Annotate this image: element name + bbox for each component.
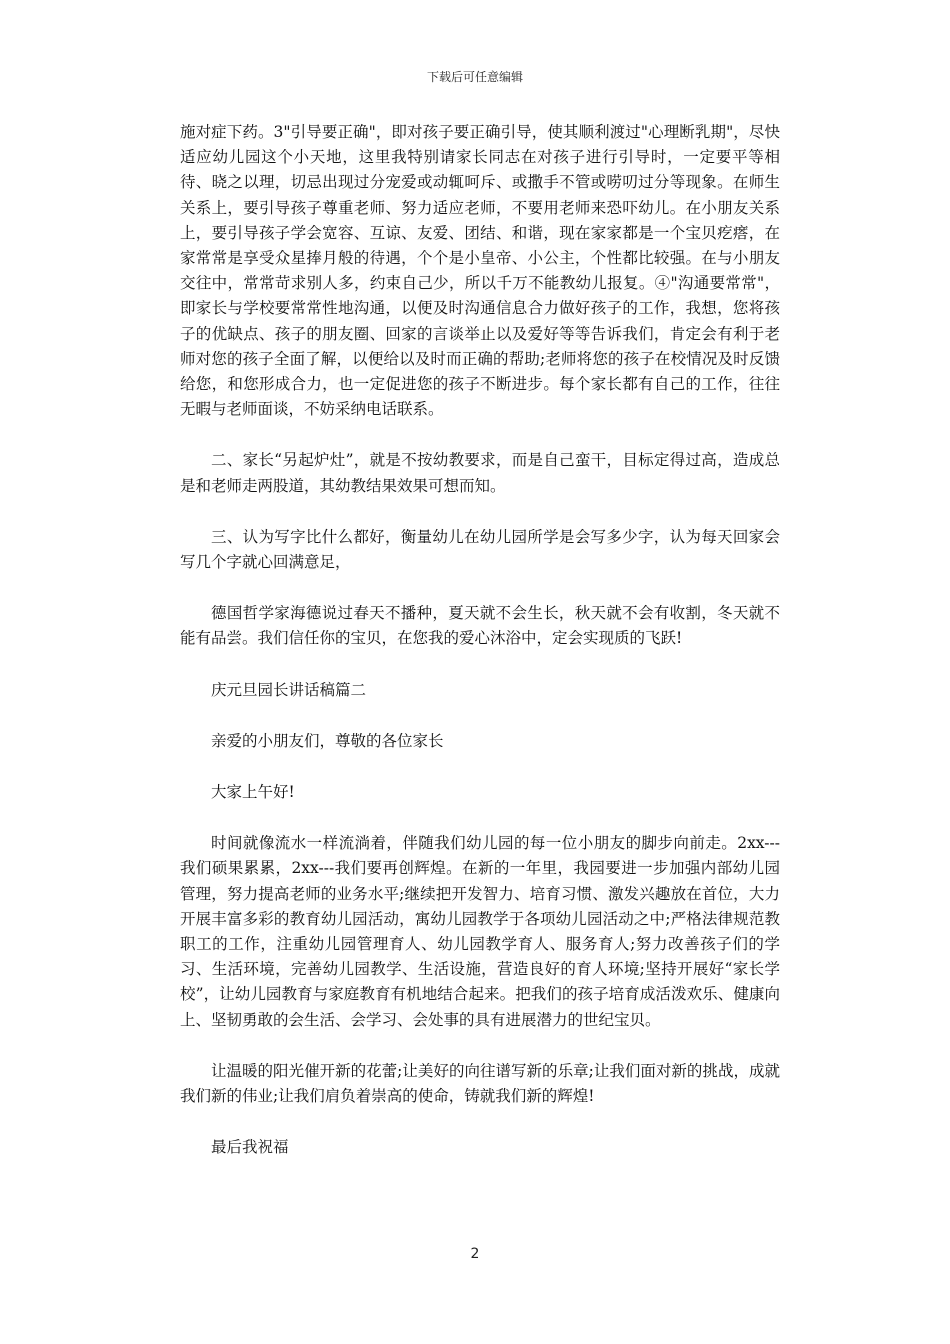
paragraph-speech-closing: 让温暖的阳光催开新的花蕾;让美好的向往谱写新的乐章;让我们面对新的挑战，成就我们新的伟业;让我们肩负着崇高的使命，铸就我们新的辉煌! xyxy=(180,1061,780,1106)
paragraph-continuation: 施对症下药。3"引导要正确"，即对孩子要正确引导，使其顺利渡过"心理断乳期"，尽快适应幼儿园这个小天地，这里我特别请家长同志在对孩子进行引导时，一定要平等相待、晓之以理，切忌出现过分宠爱或动辄呵斥、或撒手不管或唠叨过分等现象。在师生关系上，要引导孩子尊重老师、努力适应老师，不要用老师来恐吓幼儿。在小朋友关系上，要引导孩子学会宽容、互谅、友爱、团结、和谐，现在家家都是一个宝贝疙瘩，在家常常是享受众星捧月般的待遇，个个是小皇帝、小公主，个性都比较强。在与小朋友交往中，常常苛求别人多，约束自己少，所以千万不能教幼儿报复。④"沟通要常常"，即家长与学校要常常性地沟通，以便及时沟通信息合力做好孩子的工作，我想，您将孩子的优缺点、孩子的朋友圈、回家的言谈举止以及爱好等等告诉我们，肯定会有利于老师对您的孩子全面了解，以便给以及时而正确的帮助;老师将您的孩子在校情况及时反馈给您，和您形成合力，也一定促进您的孩子不断进步。每个家长都有自己的工作，往往无暇与老师面谈，不妨采纳电话联系。 xyxy=(180,123,780,419)
page-header: 下载后可任意编辑 xyxy=(426,70,523,84)
paragraph-speech-body: 时间就像流水一样流淌着，伴随我们幼儿园的每一位小朋友的脚步向前走。2xx---我们硕果累累，2xx---我们要再创辉煌。在新的一年里，我园要进一步加强内部幼儿园管理，努力提高老师的业务水平;继续把开发智力、培育习惯、激发兴趣放在首位，大力开展丰富多彩的教育幼儿园活动，寓幼儿园教学于各项幼儿园活动之中;严格法律规范教职工的工作，注重幼儿园管理育人、幼儿园教学育人、服务育人;努力改善孩子们的学习、生活环境，完善幼儿园教学、生活设施，营造良好的育人环境;坚持开展好“家长学校”，让幼儿园教育与家庭教育有机地结合起来。把我们的孩子培育成活泼欢乐、健康向上、坚韧勇敢的会生活、会学习、会处事的具有进展潜力的世纪宝贝。 xyxy=(180,834,780,1029)
document-body xyxy=(180,120,780,1187)
greeting-salutation: 亲爱的小朋友们，尊敬的各位家长 xyxy=(211,731,444,750)
paragraph-point-three: 三、认为写字比什么都好，衡量幼儿在幼儿园所学是会写多少字，认为每天回家会写几个字就心回满意足， xyxy=(180,527,780,572)
section-title: 庆元旦园长讲话稿篇二 xyxy=(211,680,367,699)
paragraph-final-wish: 最后我祝福 xyxy=(211,1138,289,1157)
paragraph-quote: 德国哲学家海德说过春天不播种，夏天就不会生长，秋天就不会有收割，冬天就不能有品尝。我们信任你的宝贝，在您我的爱心沐浴中，定会实现质的飞跃! xyxy=(180,604,780,648)
paragraph-point-two: 二、家长“另起炉灶”，就是不按幼教要求，而是自己蛮干，目标定得过高，造成总是和老师走两股道，其幼教结果效果可想而知。 xyxy=(180,451,780,495)
page-number: 2 xyxy=(470,1246,480,1262)
greeting-line: 大家上午好! xyxy=(211,783,295,802)
